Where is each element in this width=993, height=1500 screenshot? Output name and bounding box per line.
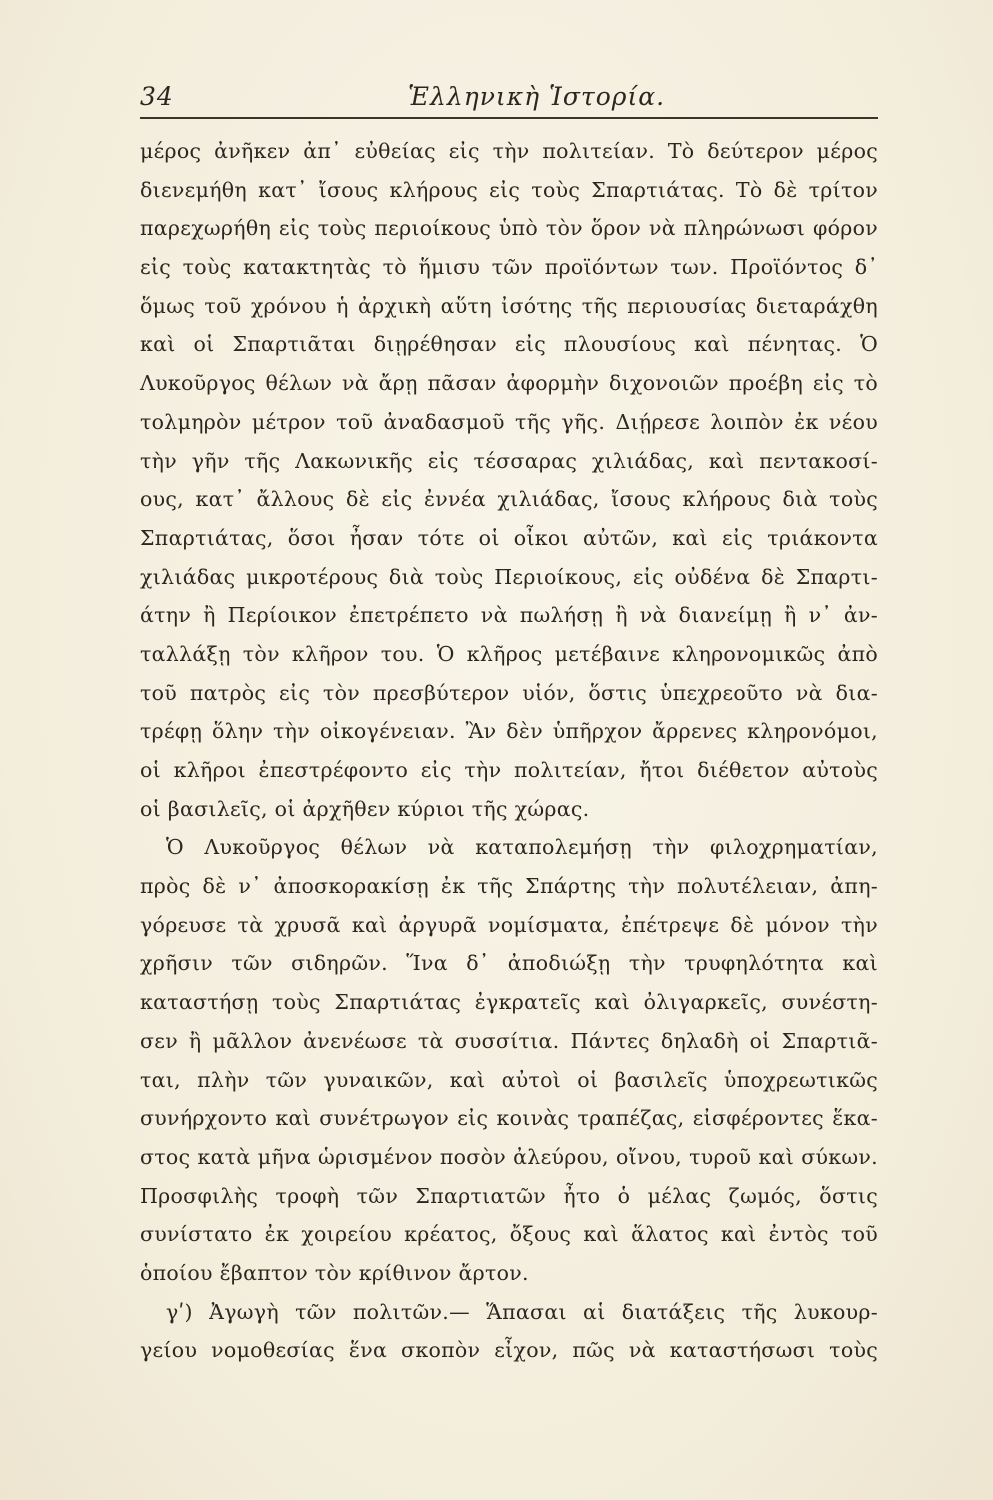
text-line: Λυκοῦργος θέλων νὰ ἄρῃ πᾶσαν ἀφορμὴν διχονοιῶν προέβη εἰς τὸ: [140, 371, 878, 396]
text-line: τοῦ πατρὸς εἰς τὸν πρεσβύτερον υἱόν, ὅστις ὑπεχρεοῦτο νὰ δια-: [140, 680, 878, 705]
page-number: 34: [140, 82, 174, 111]
text-line: παρεχωρήθη εἰς τοὺς περιοίκους ὑπὸ τὸν ὅρον νὰ πληρώνωσι φόρον: [140, 216, 878, 241]
body-text: [140, 132, 878, 1370]
text-line: ὁποίου ἔβαπτον τὸν κρίθινον ἄρτον.: [140, 1260, 529, 1285]
text-line: καταστήσῃ τοὺς Σπαρτιάτας ἐγκρατεῖς καὶ ὀλιγαρκεῖς, συνέστη-: [140, 990, 878, 1015]
text-line: Ὁ Λυκοῦργος θέλων νὰ καταπολεμήσῃ τὴν φιλοχρηματίαν,: [166, 835, 878, 860]
text-line: χιλιάδας μικροτέρους διὰ τοὺς Περιοίκους, εἰς οὐδένα δὲ Σπαρτι-: [140, 564, 878, 589]
text-line: συνίστατο ἐκ χοιρείου κρέατος, ὄξους καὶ ἅλατος καὶ ἐντὸς τοῦ: [140, 1222, 878, 1247]
text-line: τολμηρὸν μέτρον τοῦ ἀναδασμοῦ τῆς γῆς. Διῄρεσε λοιπὸν ἐκ νέου: [140, 409, 878, 434]
text-line: γʹ) Ἀγωγὴ τῶν πολιτῶν.— Ἅπασαι αἱ διατάξεις τῆς λυκουρ-: [166, 1299, 878, 1324]
text-line: ταλλάξῃ τὸν κλῆρον του. Ὁ κλῆρος μετέβαινε κληρονομικῶς ἀπὸ: [140, 641, 878, 666]
text-line: ται, πλὴν τῶν γυναικῶν, καὶ αὐτοὶ οἱ βασιλεῖς ὑποχρεωτικῶς: [140, 1067, 878, 1092]
text-line: γόρευσε τὰ χρυσᾶ καὶ ἀργυρᾶ νομίσματα, ἐπέτρεψε δὲ μόνον τὴν: [140, 912, 878, 937]
text-line: τὴν γῆν τῆς Λακωνικῆς εἰς τέσσαρας χιλιάδας, καὶ πεντακοσί-: [140, 448, 878, 473]
text-line: καὶ οἱ Σπαρτιᾶται διῃρέθησαν εἰς πλουσίους καὶ πένητας. Ὁ: [140, 332, 878, 357]
text-line: τρέφῃ ὅλην τὴν οἰκογένειαν. Ἂν δὲν ὑπῆρχον ἄρρενες κληρονόμοι,: [140, 719, 878, 744]
text-line: Σπαρτιάτας, ὅσοι ἦσαν τότε οἱ οἶκοι αὐτῶν, καὶ εἰς τριάκοντα: [140, 525, 878, 550]
text-line: οἱ κλῆροι ἐπεστρέφοντο εἰς τὴν πολιτείαν, ἤτοι διέθετον αὐτοὺς: [140, 758, 878, 782]
text-line: διενεμήθη κατ᾽ ἴσους κλήρους εἰς τοὺς Σπαρτιάτας. Τὸ δὲ τρίτον: [140, 177, 878, 202]
text-line: στος κατὰ μῆνα ὡρισμένον ποσὸν ἀλεύρου, οἴνου, τυροῦ καὶ σύκων.: [140, 1144, 878, 1169]
text-line: ὅμως τοῦ χρόνου ἡ ἀρχικὴ αὕτη ἰσότης τῆς περιουσίας διεταράχθη: [140, 293, 878, 318]
text-line: οἱ βασιλεῖς, οἱ ἀρχῆθεν κύριοι τῆς χώρας.: [140, 796, 590, 821]
text-line: εἰς τοὺς κατακτητὰς τὸ ἥμισυ τῶν προϊόντων των. Προϊόντος δ᾽: [140, 255, 878, 280]
text-line: χρῆσιν τῶν σιδηρῶν. Ἵνα δ᾽ ἀποδιώξῃ τὴν τρυφηλότητα καὶ: [140, 951, 878, 976]
text-line: Προσφιλὴς τροφὴ τῶν Σπαρτιατῶν ἦτο ὁ μέλας ζωμός, ὅστις: [140, 1183, 878, 1208]
text-line: μέρος ἀνῆκεν ἀπ᾽ εὐθείας εἰς τὴν πολιτείαν. Τὸ δεύτερον μέρος: [140, 139, 878, 163]
header-rule: [140, 117, 878, 119]
text-line: ους, κατ᾽ ἄλλους δὲ εἰς ἐννέα χιλιάδας, ἴσους κλήρους διὰ τοὺς: [140, 487, 878, 512]
text-line: πρὸς δὲ ν᾽ ἀποσκορακίσῃ ἐκ τῆς Σπάρτης τὴν πολυτέλειαν, ἀπη-: [140, 874, 878, 899]
text-line: άτην ἢ Περίοικον ἐπετρέπετο νὰ πωλήσῃ ἢ νὰ διανείμῃ ἢ ν᾽ ἀν-: [140, 603, 878, 628]
running-title: Ἑλληνικὴ Ἱστορία.: [408, 82, 666, 111]
page-header: [140, 82, 878, 116]
text-line: σεν ἢ μᾶλλον ἀνενέωσε τὰ συσσίτια. Πάντες δηλαδὴ οἱ Σπαρτιᾶ-: [140, 1028, 878, 1053]
text-line: γείου νομοθεσίας ἕνα σκοπὸν εἶχον, πῶς νὰ καταστήσωσι τοὺς: [140, 1338, 878, 1363]
text-line: συνήρχοντο καὶ συνέτρωγον εἰς κοινὰς τραπέζας, εἰσφέροντες ἕκα-: [140, 1106, 878, 1131]
